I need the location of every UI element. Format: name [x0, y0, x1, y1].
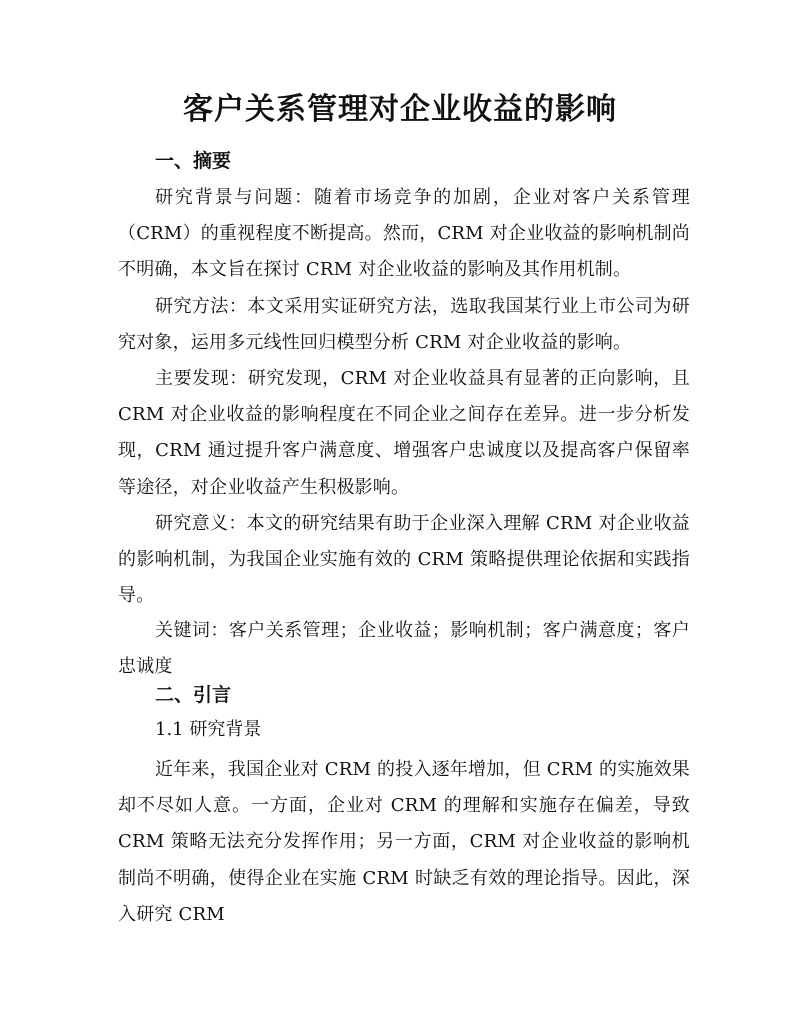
keywords-paragraph: 关键词：客户关系管理；企业收益；影响机制；客户满意度；客户忠诚度	[118, 620, 690, 678]
abstract-background-paragraph: 研究背景与问题：随着市场竞争的加剧，企业对客户关系管理（CRM）的重视程度不断提高。然而，CRM 对企业收益的影响机制尚不明确，本文旨在探讨 CRM 对企业收益的影响及其作用机制。	[118, 187, 690, 281]
intro-heading: 二、引言	[155, 684, 232, 706]
research-background-subheading: 1.1 研究背景	[155, 719, 262, 740]
abstract-significance-paragraph: 研究意义：本文的研究结果有助于企业深入理解 CRM 对企业收益的影响机制，为我国企业实施有效的 CRM 策略提供理论依据和实践指导。	[118, 513, 690, 607]
abstract-findings-paragraph: 主要发现：研究发现，CRM 对企业收益具有显著的正向影响，且 CRM 对企业收益的影响程度在不同企业之间存在差异。进一步分析发现，CRM 通过提升客户满意度、增强客户忠诚度以及提高客户保留率等途径，对企业收益产生积极影响。	[118, 368, 690, 498]
research-background-paragraph: 近年来，我国企业对 CRM 的投入逐年增加，但 CRM 的实施效果却不尽如人意。一方面，企业对 CRM 的理解和实施存在偏差，导致 CRM 策略无法充分发挥作用；另一方面，CRM 对企业收益的影响机制尚不明确，使得企业在实施 CRM 时缺乏有效的理论指导。因此，深入研究 CRM	[118, 759, 690, 925]
page-title: 客户关系管理对企业收益的影响	[183, 92, 617, 127]
abstract-heading: 一、摘要	[155, 150, 232, 172]
abstract-method-paragraph: 研究方法：本文采用实证研究方法，选取我国某行业上市公司为研究对象，运用多元线性回归模型分析 CRM 对企业收益的影响。	[118, 296, 690, 354]
